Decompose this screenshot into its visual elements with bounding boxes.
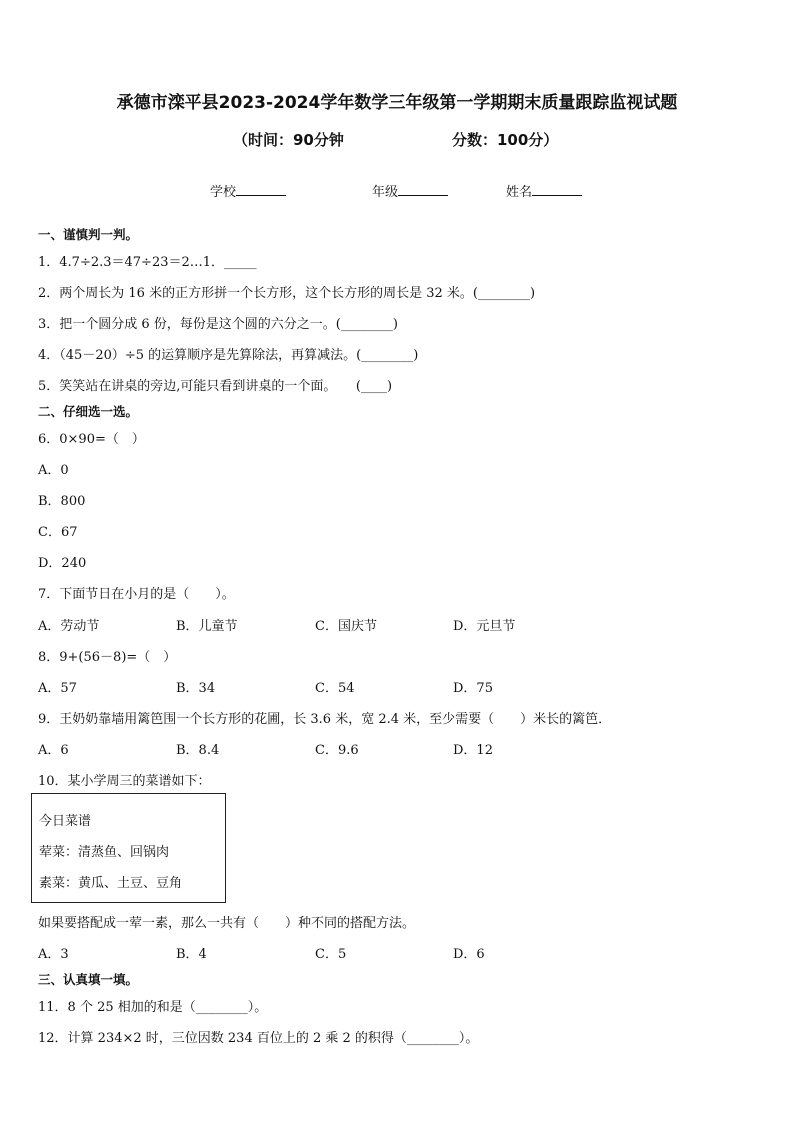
- question-3: 3．把一个圆分成 6 份，每份是这个圆的六分之一。(________): [38, 317, 398, 332]
- page-title: 承德市滦平县2023-2024学年数学三年级第一学期期末质量跟踪监视试题: [116, 93, 678, 113]
- name-field: [506, 181, 582, 200]
- name-label: 姓名: [506, 185, 533, 200]
- section-heading-1: 一、谨慎判一判。: [38, 227, 139, 242]
- question-10: 10．某小学周三的菜谱如下：: [38, 774, 211, 789]
- school-blank[interactable]: [236, 183, 286, 196]
- q6-option-c: C．67: [38, 525, 78, 540]
- q7-option-d: D．元旦节: [453, 619, 516, 634]
- name-blank[interactable]: [532, 183, 582, 196]
- grade-blank[interactable]: [398, 183, 448, 196]
- q7-option-a: A．劳动节: [38, 619, 100, 634]
- q10-option-a: A．3: [38, 947, 69, 962]
- question-11: 11．8 个 25 相加的和是（________）。: [38, 1000, 268, 1015]
- grade-label: 年级: [372, 185, 399, 200]
- question-9: 9．王奶奶靠墙用篱笆围一个长方形的花圃，长 3.6 米，宽 2.4 米，至少需要（ ）米长的篱笆．: [38, 712, 612, 727]
- school-field: [210, 181, 286, 200]
- total-score: 分数：100分）: [452, 131, 559, 149]
- question-5: 5．笑笑站在讲桌的旁边,可能只看到讲桌的一个面。 (____): [38, 379, 393, 394]
- q9-option-a: A．6: [38, 743, 69, 758]
- question-1: 1．4.7÷2.3＝47÷23＝2…1．_____: [38, 255, 257, 270]
- q8-option-b: B．34: [176, 681, 216, 696]
- menu-title: 今日菜谱: [39, 814, 92, 829]
- question-6: 6．0×90=（ ）: [38, 432, 145, 447]
- q10-option-c: C．5: [315, 947, 347, 962]
- q10-option-b: B．4: [176, 947, 207, 962]
- section-heading-3: 三、认真填一填。: [38, 972, 139, 987]
- question-2: 2．两个周长为 16 米的正方形拼一个长方形，这个长方形的周长是 32 米。(________): [38, 286, 536, 301]
- q6-option-b: B．800: [38, 494, 86, 509]
- question-4: 4．（45－20）÷5 的运算顺序是先算除法，再算减法。(________): [38, 348, 419, 363]
- q9-option-c: C．9.6: [315, 743, 359, 758]
- grade-field: [372, 181, 448, 200]
- q7-option-c: C．国庆节: [315, 619, 377, 634]
- question-7: 7．下面节日在小月的是（ ）。: [38, 587, 235, 602]
- question-10-ask: 如果要搭配成一荤一素，那么一共有（ ）种不同的搭配方法。: [38, 916, 416, 931]
- question-8: 8．9+(56－8)=（ ）: [38, 650, 177, 665]
- section-heading-2: 二、仔细选一选。: [38, 404, 139, 419]
- menu-box: [31, 793, 226, 903]
- q6-option-a: A．0: [38, 463, 69, 478]
- q6-option-d: D．240: [38, 556, 87, 571]
- q10-option-d: D．6: [453, 947, 485, 962]
- q8-option-c: C．54: [315, 681, 355, 696]
- time-limit: （时间：90分钟: [233, 131, 344, 149]
- q8-option-a: A．57: [38, 681, 77, 696]
- menu-veg: 素菜：黄瓜、土豆、豆角: [39, 876, 183, 891]
- school-label: 学校: [210, 185, 237, 200]
- menu-meat: 荤菜：清蒸鱼、回锅肉: [39, 845, 170, 860]
- q8-option-d: D．75: [453, 681, 493, 696]
- question-12: 12．计算 234×2 时，三位因数 234 百位上的 2 乘 2 的积得（________）。: [38, 1031, 479, 1046]
- q9-option-b: B．8.4: [176, 743, 220, 758]
- q9-option-d: D．12: [453, 743, 493, 758]
- q7-option-b: B．儿童节: [176, 619, 238, 634]
